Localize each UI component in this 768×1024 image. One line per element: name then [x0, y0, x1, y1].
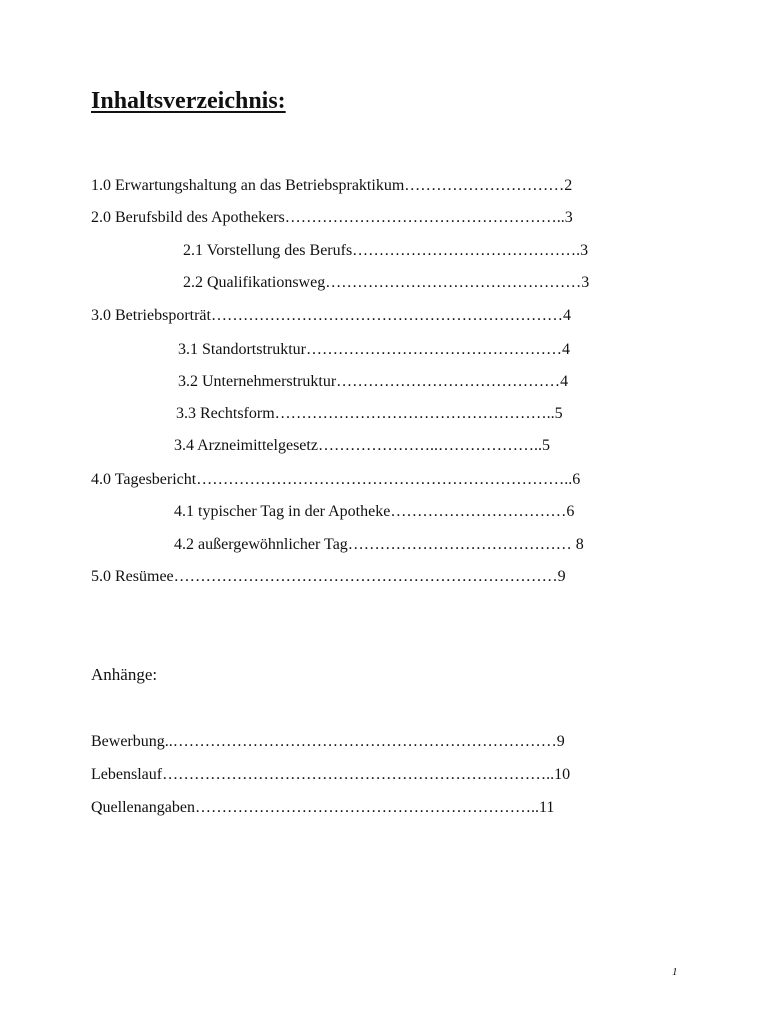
toc-entry-1-0: 1.0 Erwartungshaltung an das Betriebspraktikum…………………………2 — [91, 177, 573, 194]
appendix-entry-bewerbung: Bewerbung..………………………………………………………………9 — [91, 733, 565, 750]
appendix-entry-lebenslauf: Lebenslauf………………………………………………………………..10 — [91, 766, 571, 783]
toc-entry-3-0: 3.0 Betriebsporträt…………………………………………………………4 — [91, 307, 571, 324]
toc-entry-4-0: 4.0 Tagesbericht……………………………………………………………..6 — [91, 471, 581, 488]
toc-entry-2-1: 2.1 Vorstellung des Berufs…………………………………….3 — [183, 242, 589, 259]
appendix-heading: Anhänge: — [91, 665, 158, 684]
toc-entry-5-0: 5.0 Resümee………………………………………………………………9 — [91, 568, 566, 585]
toc-entry-4-2: 4.2 außergewöhnlicher Tag…………………………………… 8 — [174, 536, 584, 553]
page-title: Inhaltsverzeichnis: — [91, 88, 286, 114]
toc-entry-2-0: 2.0 Berufsbild des Apothekers……………………………………………..3 — [91, 209, 573, 226]
toc-entry-3-3: 3.3 Rechtsform……………………………………………..5 — [176, 405, 563, 422]
toc-entry-4-1: 4.1 typischer Tag in der Apotheke……………………………6 — [174, 503, 575, 520]
toc-entry-3-4: 3.4 Arzneimittelgesetz…………………..………………..5 — [174, 437, 550, 454]
toc-entry-2-2: 2.2 Qualifikationsweg…………………………………………3 — [183, 274, 590, 291]
appendix-entry-quellenangaben: Quellenangaben………………………………………………………..11 — [91, 799, 555, 816]
page-number: 1 — [672, 966, 678, 978]
toc-entry-3-2: 3.2 Unternehmerstruktur……………………………………4 — [178, 373, 569, 390]
toc-entry-3-1: 3.1 Standortstruktur…………………………………………4 — [178, 341, 570, 358]
